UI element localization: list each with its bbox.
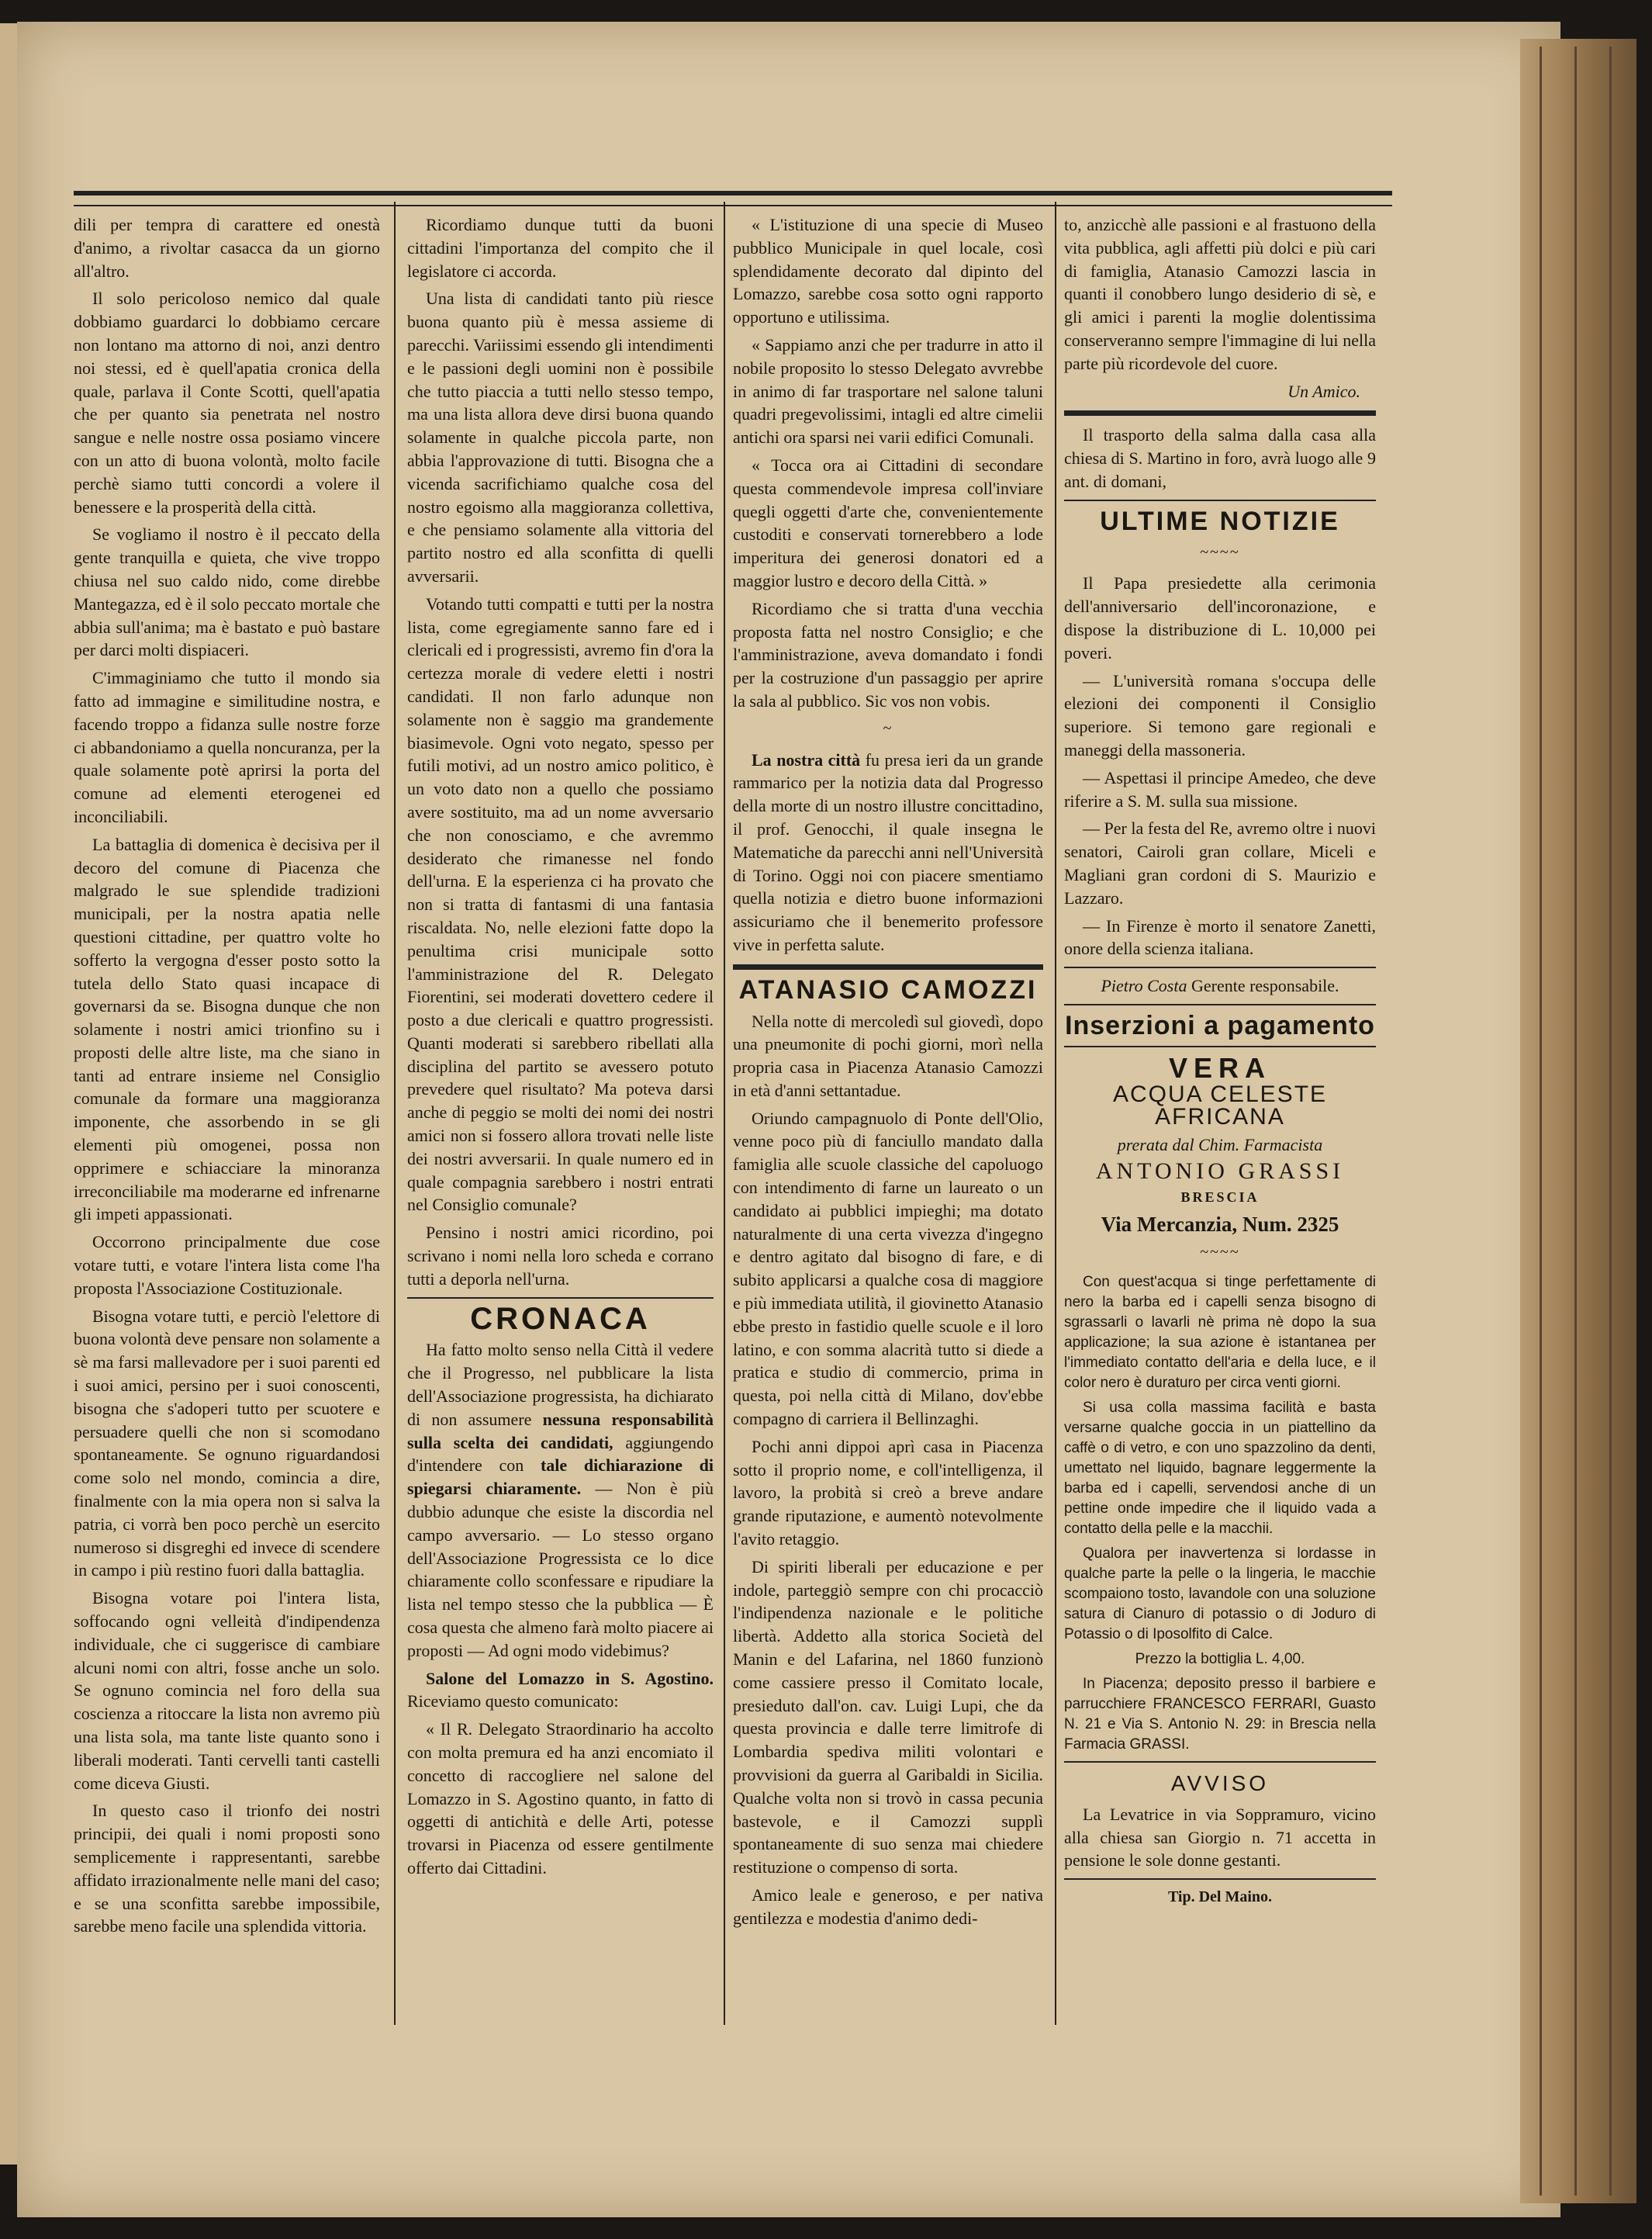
column-1 <box>74 213 380 1943</box>
cronaca-heading: CRONACA <box>470 1301 651 1336</box>
flourish-ornament: ~ <box>883 719 893 737</box>
ad-price: Prezzo la bottiglia L. 4,00. <box>1135 1651 1305 1668</box>
spine-line <box>1540 47 1542 2196</box>
paragraph: — In Firenze è morto il senatore Zanetti, onore della scienza italiana. <box>1064 915 1376 959</box>
spine-line <box>1574 47 1577 2196</box>
paragraph: Bisogna votare poi l'intera lista, soffocando ogni velleità d'indipendenza individuale, che ci suggerisce di cambiare alcuni nomi con altri, fosse anche un solo. Se ognuno comincia nel foro della sua coscienza a ritoccare la lista non avremo più una lista sola, ma tante liste quanto sono i liberali moderati. Tanti cervelli tanti castelli come diceva Giusti. <box>74 1588 380 1793</box>
paragraph: Bisogna votare tutti, e perciò l'elettore di buona volontà deve pensare non solamente a sè ma farsi mallevadore per i suoi parenti ed i suoi amici, persino per i suoi conoscenti, bisogna che s'adoperi tutto per scuotere e persuadere quelli che non si scomodano spontaneamente. Se ognuno riguardandosi come solo nel mondo, comincia a dire, finalmente con la mia opera non si salva la patria, ci vorrà ben poco perchè un esercito numeroso si disgreghi ed invece di scendere in campo i più restino fuori dalla battaglia. <box>74 1306 380 1580</box>
paragraph: Se vogliamo il nostro è il peccato della gente tranquilla e quieta, che vive troppo chiusa nel suo caldo nido, come direbbe Mantegazza, ed è il solo peccato mortale che abbia sull'anima; ma è bastato e può bastare per darci molti dispiaceri. <box>74 524 380 660</box>
paragraph: « Il R. Delegato Straordinario ha accolto con molta premura ed ha anzi encomiato il concetto di raccogliere nel salone del Lomazzo in S. Agostino quanto, in fatto di oggetti di antichità e delle Arti, potesse trovarsi in Piacenza od essere gentilmente offerto dai Cittadini. <box>407 1719 714 1877</box>
paragraph: La nostra città fu presa ieri da un grande rammarico per la notizia data dal Progresso della morte di un nostro illustre concittadino, il prof. Genocchi, il quale insegna le Matematiche da parecchi anni nell'Università di Torino. Oggi noi con piacere smentiamo quella notizia e dietro buone informazioni assicuriamo che il benemerito professore vive in perfetta salute. <box>733 749 1044 954</box>
section-rule <box>1064 410 1376 416</box>
paragraph: — L'università romana s'occupa delle elezioni dei componenti il Consiglio superiore. Si temono gare regionali e maneggi della massoneria. <box>1064 670 1376 760</box>
ad-paragraph: Con quest'acqua si tinge perfettamente di nero la barba ed i capelli senza bisogno di sgrassarli o lavarli nè prima nè dopo la sua applicazione; la sua azione è istantanea per l'immediato contatto dell'aria e della luce, e il color nero è duraturo per circa venti giorni. <box>1064 1274 1376 1392</box>
paragraph: Il trasporto della salma dalla casa alla chiesa di S. Martino in foro, avrà luogo alle 9 ant. di domani, <box>1064 425 1376 491</box>
gerente-line: Pietro Costa Gerente responsabile. <box>1101 976 1339 996</box>
paragraph: La Levatrice in via Soppramuro, vicino alla chiesa san Giorgio n. 71 accetta in pensione le sole donne gestanti. <box>1064 1804 1376 1870</box>
section-rule <box>407 1297 714 1299</box>
paragraph: — Aspettasi il principe Amedeo, che deve riferire a S. M. sulla sua missione. <box>1064 767 1376 811</box>
paragraph: Salone del Lomazzo in S. Agostino. Riceviamo questo comunicato: <box>407 1668 714 1711</box>
ad-city: BRESCIA <box>1180 1189 1260 1205</box>
ad-vera: VERA <box>1168 1051 1272 1084</box>
spine-line <box>1609 47 1612 2196</box>
ad-prerata: prerata dal Chim. Farmacista <box>1117 1135 1323 1155</box>
paragraph: La battaglia di domenica è decisiva per il decoro del comune di Piacenza che malgrado le sue splendide tradizioni municipali, per la nostra apatia nelle questioni cittadine, per quattro volte ho sofferto la vergogna d'esser posto sotto la tutela dello Stato quasi incapace di governarsi da se. Bisogna dunque che non solamente i nostri amici trionfino su i proposti delle altre liste, ma che siano in tanti ad entrare insieme nel Consiglio comunale da formare una maggioranza imponente, che assorbendo in se gli elementi più omogenei, possa non opprimere e schiacciare la minoranza irreconciliabile ma moderarne ed infrenarne gli impeti appassionati. <box>74 834 380 1224</box>
ad-paragraph: Si usa colla massima facilità e basta versarne qualche goccia in un piattellino da caffè o di vetro, e con uno spazzolino da denti, umettato nel liquido, bagnare leggermente la barba ed i capelli, servendosi anche di un pettine onde impedire che il liquido vada a contatto della pelle e la macchii. <box>1064 1400 1376 1538</box>
paragraph: Pochi anni dippoi aprì casa in Piacenza sotto il proprio nome, e coll'intelligenza, il lavoro, la probità si creò a breve andare grande riputazione, e aumentò notevolmente l'avito retaggio. <box>733 1436 1043 1549</box>
paragraph: Ricordiamo che si tratta d'una vecchia proposta fatta nel nostro Consiglio; e che l'amministrazione, aveva domandato i fondi per la costruzione d'un passaggio per aprire la sala al pubblico. Sic vos non vobis. <box>733 598 1043 711</box>
printer-line: Tip. Del Maino. <box>1167 1888 1273 1906</box>
ornament: ~~~~ <box>1200 543 1240 561</box>
ornament: ~~~~ <box>1200 1244 1240 1261</box>
paragraph: Il solo pericoloso nemico dal quale dobbiamo guardarci lo dobbiamo cercare non lontano ma attorno di noi, anzi dentro noi stessi, ed è quell'apatia cronica della quale, parlava il Conte Scotti, quell'apatia che per quanto sia penetrata nel nostro sangue e nelle nostre ossa posiamo vincere con un atto di buona volontà, molto facile perchè siamo tutti concordi a volere il benessere e la prosperità della città. <box>74 289 380 517</box>
section-rule <box>1064 1046 1376 1047</box>
column-separator <box>394 202 396 2025</box>
section-rule <box>1064 1761 1376 1763</box>
paragraph: Occorrono principalmente due cose votare tutti, e votare l'intera lista come l'ha proposta l'Associazione Costituzionale. <box>74 1232 380 1298</box>
paragraph: Pensino i nostri amici ricordino, poi scrivano i nomi nella loro scheda e corrano tutti a deporla nell'urna. <box>407 1223 714 1289</box>
paragraph: Votando tutti compatti e tutti per la nostra lista, come egregiamente sanno fare ed i clericali ed i progressisti, avremo fin d'ora la certezza morale di vedere eletti i nostri candidati. Il non farlo adunque non solamente non è saggio ma grandemente biasimevole. Ogni voto negato, spesso per futili motivi, ad un nostro amico politico, è un voto dato non a quello che possiamo avere sostituito, ma ad un nome avversario che non conosciamo, e che avremmo desiderato che rimanesse nel fondo dell'urna. E la esperienza ci ha provato che non si tratta di fantasmi di una fantasia riscaldata. No, nelle elezioni fatte dopo la penultima crisi municipale sotto l'amministrazione del R. Delegato Fiorentini, sei moderati dovettero cedere il posto a due clericali e quattro progressisti. Quanti moderati si sarebbero ribellati alla disciplina del partito se avessero potuto prevedere quel risultato? Ma poteva darsi anche di peggio se molti dei nomi dei nostri amici non si fossero allora trovati nelle liste dei nostri avversarii. In quale numero ed in quale compagnia sarebbero i nostri entrati nel Consiglio comunale? <box>407 593 714 1215</box>
paragraph: « Tocca ora ai Cittadini di secondare questa commendevole impresa coll'inviare quegli oggetti d'arte che, convenientemente custoditi e conservati tornerebbero a lode imperitura dei generosi donatori ed a maggior lustro e decoro della Città. » <box>733 455 1043 590</box>
inserzioni-heading: Inserzioni a pagamento <box>1065 1010 1375 1040</box>
paragraph: Oriundo campagnuolo di Ponte dell'Olio, venne poco più di fanciullo mandato dalla famiglia alle scuole classiche del capoluogo con intendimento di farne un laureato o un candidato ai pubblici impieghi; ma dotato naturalmente di una certa vivezza d'ingegno e dentro agitato dal bisogno di fare, e di subito applicarsi a qualche cosa di maggiore e più immediata utilità, il giovinetto Atanasio ebbe presto in fastidio quelle scuole e il loro latino, e con somma alacrità tutto si diede a pratica e studio di commercio, prima in questa, poi nella città di Milano, dov'ebbe compagno di carriera il Bellinzaghi. <box>733 1108 1043 1429</box>
column-2 <box>407 213 714 1884</box>
paragraph: In questo caso il trionfo dei nostri principii, dei quali i nomi proposti sono semplicemente i rappresentanti, sarebbe affidato irrazionalmente nelle mani del caso; e se una sconfitta sarebbe impossibile, sarebbe meno facile una splendida vittoria. <box>74 1801 380 1936</box>
paragraph: — Per la festa del Re, avremo oltre i nuovi senatori, Cairoli gran collare, Miceli e Magliani gran cordoni di S. Maurizio e Lazzaro. <box>1064 818 1376 908</box>
ultime-notizie-heading: ULTIME NOTIZIE <box>1100 506 1340 536</box>
ad-paragraph: Qualora per inavvertenza si lordasse in qualche parte la pelle o la lingeria, le macchie scompaiono tosto, lavandole con una soluzione satura di Cianuro di potassio o di Joduro di Potassio o di Iposolfito di Calce. <box>1064 1545 1376 1643</box>
ad-pharmacist: ANTONIO GRASSI <box>1095 1158 1345 1184</box>
ad-product-name: ACQUA CELESTE AFRICANA <box>1112 1081 1328 1130</box>
camozzi-heading: ATANASIO CAMOZZI <box>738 974 1038 1005</box>
paragraph: dili per tempra di carattere ed onestà d'animo, a rivoltar casacca da un giorno all'altro. <box>74 215 380 281</box>
paragraph: Il Papa presiedette alla cerimonia dell'anniversario dell'incoronazione, e dispose la distribuzione di L. 10,000 pei poveri. <box>1064 573 1376 663</box>
paragraph: Nella notte di mercoledì sul giovedì, dopo una pneumonite di pochi giorni, morì nella propria casa in Piacenza Atanasio Camozzi in età d'anni settantadue. <box>733 1011 1043 1100</box>
avviso-heading: AVVISO <box>1170 1771 1270 1796</box>
paragraph: Di spiriti liberali per educazione e per indole, parteggiò sempre con chi procacciò l'indipendenza nazionale e le politiche libertà. Addetto alla storica Società del Manin e del Lafarina, nel 1860 funzionò come cassiere presso il Comitato locale, presieduto dall'on. cav. Luigi Lupi, che da questa provincia e dalle terre limitrofe di Lombardia spediva militi volontari e provvisioni da guerra al Garibaldi in Sicilia. Qualche volta non si trovò in cassa pecunia bastevole, e il Camozzi supplì spontaneamente di suo senza mai chiedere restituzione o compenso di sorta. <box>733 1556 1043 1877</box>
paragraph: Ha fatto molto senso nella Città il vedere che il Progresso, nel pubblicare la lista dell'Associazione progressista, ha dichiarato di non assumere nessuna responsabilità sulla scelta dei candidati, aggiungendo d'intendere con tale dichiarazione di spiegarsi chiaramente. — Non è più dubbio adunque che esiste la discordia nel campo avversario. — Lo stesso organo dell'Associazione Progressista ce lo dice chiaramente collo sconfessare e ripudiare la lista nel tempo stesso che la pubblica — È cosa questa che almeno farà molto piacere ai proposti — Ad ogni modo videbimus? <box>407 1340 714 1660</box>
section-rule <box>1064 500 1376 501</box>
paragraph: Ricordiamo dunque tutti da buoni cittadini l'importanza del compito che il legislatore ci accorda. <box>407 215 714 281</box>
section-rule <box>1064 1004 1376 1005</box>
ad-address: Via Mercanzia, Num. 2325 <box>1101 1213 1339 1237</box>
paragraph: to, anzicchè alle passioni e al frastuono della vita pubblica, agli affetti più dolci e più cari di famiglia, Atanasio Camozzi lascia in quanti il conobbero lungo desiderio di sè, e gli amici i parenti la moglie dolentissima conserveranno sempre l'immagine di lui nella parte più ricordevole del cuore. <box>1064 215 1376 373</box>
column-separator <box>1055 202 1056 2025</box>
book-spine <box>1520 39 1636 2203</box>
salone-heading: Salone del Lomazzo in S. Agostino. <box>426 1668 714 1688</box>
nostra-citta-heading: La nostra città <box>752 749 861 770</box>
paragraph: Una lista di candidati tanto più riesce buona quanto più è messa assieme di parecchi. Variissimi essendo gli intendimenti e le passioni degli uomini non è possibile che tutto piaccia a tutti nello stesso tempo, ma una lista allora deve dirsi buona quando solamente in qualche piccola parte, non abbia l'approvazione di tutti. Bisogna che a vicenda sacrifichiamo qualche cosa del nostro egoismo alla maggioranza collettiva, e che pensiamo solamente alla vittoria del partito nostro ed alla sconfitta di quelli avversarii. <box>407 289 714 586</box>
section-rule <box>1064 1878 1376 1880</box>
column-4 <box>1064 213 1376 1909</box>
column-separator <box>724 202 725 2025</box>
signature: Un Amico. <box>1287 381 1360 401</box>
paragraph: Amico leale e generoso, e per nativa gentilezza e modestia d'animo dedi- <box>733 1884 1043 1928</box>
paragraph: « Sappiamo anzi che per tradurre in atto il nobile proposito lo stesso Delegato avvrebbe in animo di far trasportare nel salone taluni quadri pregevolissimi, intagli ed altre cimelii antichi ora sparsi nei varii edifici Comunali. <box>733 334 1043 448</box>
paragraph: C'immaginiamo che tutto il mondo sia fatto ad immagine e similitudine nostra, e facendo troppo a fidanza sulle nostre forze ci abbandoniamo a quella noncuranza, per la quale solamente potè aprirsi la porta del comune ad elementi eterogenei ed inconciliabili. <box>74 668 380 826</box>
header-rule <box>74 191 1392 206</box>
section-rule <box>733 964 1043 970</box>
column-3 <box>733 213 1043 1935</box>
section-rule <box>1064 967 1376 968</box>
previous-page-edge <box>0 23 19 2165</box>
paragraph: « L'istituzione di una specie di Museo pubblico Municipale in quel locale, così splendidamente decorato dal dipinto del Lomazzo, sarebbe cosa sotto ogni rapporto opportuno e utilissima. <box>733 215 1043 327</box>
ad-deposit: In Piacenza; deposito presso il barbiere e parrucchiere FRANCESCO FERRARI, Guasto N. 21 e Via S. Antonio N. 29: in Brescia nella Farmacia GRASSI. <box>1064 1676 1376 1753</box>
